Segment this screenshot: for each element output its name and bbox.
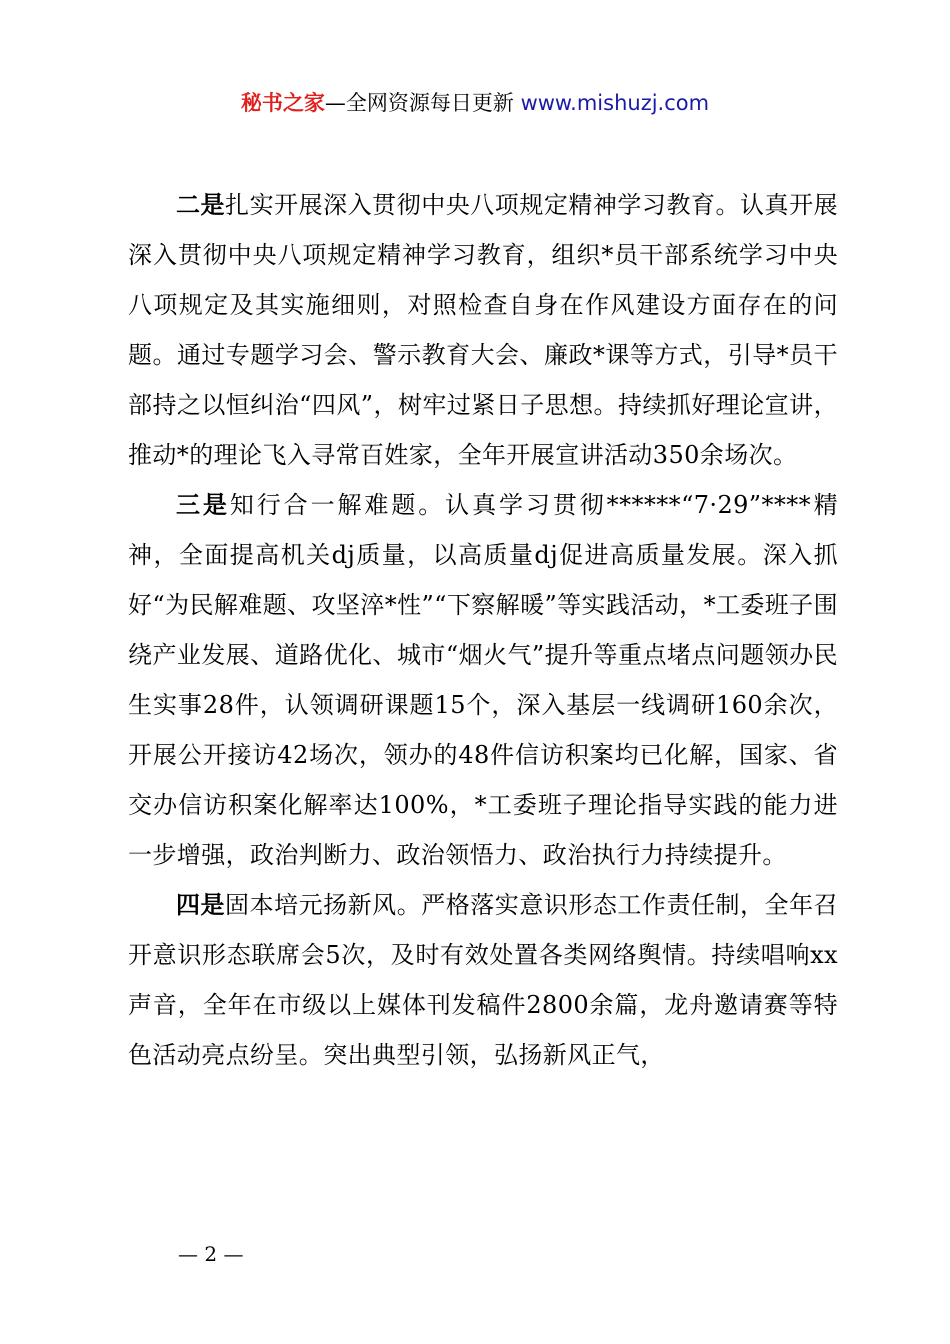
- document-body: [128, 180, 838, 1080]
- site-url-link[interactable]: www.mishuzj.com: [520, 91, 710, 115]
- paragraph-text: 固本培元扬新风。严格落实意识形态工作责任制，全年召开意识形态联席会5次，及时有效处置各类网络舆情。持续唱响xx声音，全年在市级以上媒体刊发稿件2800余篇，龙舟邀请赛等特色活动亮点纷呈。突出典型引领，弘扬新风正气，: [128, 891, 838, 1069]
- site-brand: 秘书之家: [240, 91, 325, 115]
- paragraph-lead: 二是: [176, 191, 226, 219]
- site-header: [0, 88, 950, 118]
- paragraph-lead: 三是: [176, 491, 230, 519]
- paragraph-third: [128, 480, 838, 880]
- paragraph-lead: 四是: [176, 891, 226, 919]
- paragraph-text: 扎实开展深入贯彻中央八项规定精神学习教育。认真开展深入贯彻中央八项规定精神学习教育，组织*员干部系统学习中央八项规定及其实施细则，对照检查自身在作风建设方面存在的问题。通过专题学习会、警示教育大会、廉政*课等方式，引导*员干部持之以恒纠治“四风”，树牢过紧日子思想。持续抓好理论宣讲，推动*的理论飞入寻常百姓家，全年开展宣讲活动350余场次。: [128, 191, 838, 469]
- paragraph-second: [128, 180, 838, 480]
- paragraph-fourth: [128, 880, 838, 1080]
- site-tagline: —全网资源每日更新: [324, 91, 521, 115]
- page-number: — 2 —: [178, 1242, 244, 1266]
- paragraph-text: 知行合一解难题。认真学习贯彻******“7·29”****精神，全面提高机关dj质量，以高质量dj促进高质量发展。深入抓好“为民解难题、攻坚淬*性”“下察解暖”等实践活动，*工委班子围绕产业发展、道路优化、城市“烟火气”提升等重点堵点问题领办民生实事28件，认领调研课题15个，深入基层一线调研160余次，开展公开接访42场次，领办的48件信访积案均已化解，国家、省交办信访积案化解率达100%，*工委班子理论指导实践的能力进一步增强，政治判断力、政治领悟力、政治执行力持续提升。: [128, 491, 838, 869]
